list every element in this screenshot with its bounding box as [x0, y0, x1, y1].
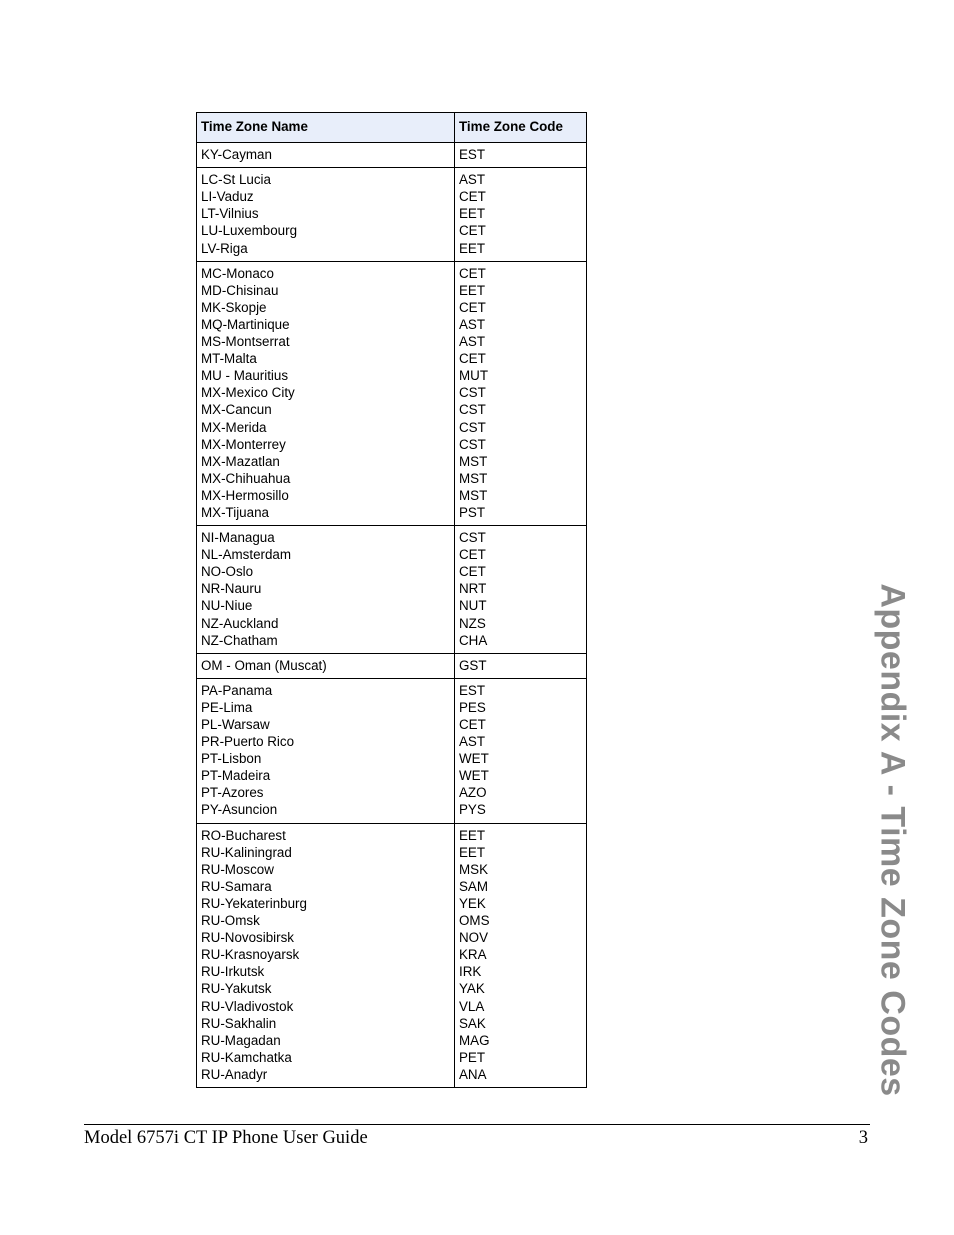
time-zone-code: EST — [459, 682, 486, 698]
time-zone-name: LU-Luxembourg — [201, 223, 298, 239]
time-zone-code-cell — [455, 261, 587, 525]
time-zone-name: MD-Chisinau — [201, 282, 279, 298]
table-row — [197, 653, 587, 678]
time-zone-name: MT-Malta — [201, 351, 257, 367]
time-zone-name: RU-Irkutsk — [201, 964, 265, 980]
time-zone-code: PST — [459, 504, 486, 520]
time-zone-name: PR-Puerto Rico — [201, 734, 295, 750]
time-zone-code: GST — [459, 657, 487, 673]
time-zone-name: RU-Moscow — [201, 861, 274, 877]
time-zone-name: NZ-Auckland — [201, 615, 279, 631]
time-zone-name: NI-Managua — [201, 530, 275, 546]
time-zone-name: PT-Lisbon — [201, 751, 262, 767]
time-zone-name: RU-Yekaterinburg — [201, 895, 307, 911]
time-zone-code: CET — [459, 189, 486, 205]
time-zone-name: MU - Mauritius — [201, 368, 289, 384]
time-zone-name: RU-Krasnoyarsk — [201, 947, 300, 963]
time-zone-code: CST — [459, 402, 486, 418]
time-zone-code: EET — [459, 827, 486, 843]
time-zone-name: RU-Kamchatka — [201, 1049, 292, 1065]
time-zone-code: WET — [459, 751, 489, 767]
time-zone-name: MX-Monterrey — [201, 436, 286, 452]
time-zone-code: EET — [459, 240, 486, 256]
time-zone-code: MST — [459, 453, 488, 469]
time-zone-code: CET — [459, 717, 486, 732]
time-zone-code: ANA — [459, 1066, 487, 1082]
time-zone-name: MC-Monaco — [201, 265, 274, 281]
time-zone-code: NZS — [459, 615, 486, 631]
time-zone-name: RU-Magadan — [201, 1032, 281, 1048]
time-zone-code: CET — [459, 299, 486, 315]
time-zone-code-cell — [455, 678, 587, 823]
time-zone-name: MQ-Martinique — [201, 316, 290, 332]
footer-divider — [84, 1124, 870, 1125]
time-zone-code: CST — [459, 436, 486, 452]
time-zone-name: RU-Kaliningrad — [201, 844, 292, 860]
time-zone-name: NR-Nauru — [201, 581, 262, 597]
time-zone-name: NL-Amsterdam — [201, 547, 292, 563]
table-row — [197, 143, 587, 168]
table-body — [197, 143, 587, 1088]
time-zone-name: PT-Madeira — [201, 768, 271, 784]
time-zone-code: EET — [459, 844, 486, 860]
time-zone-name: NO-Oslo — [201, 564, 254, 580]
time-zone-name: RU-Vladivostok — [201, 998, 294, 1014]
time-zone-code: NRT — [459, 581, 487, 597]
table-header-row — [197, 113, 587, 143]
time-zone-name: RO-Bucharest — [201, 827, 286, 843]
time-zone-code: CHA — [459, 632, 488, 648]
time-zone-name: MX-Merida — [201, 419, 267, 435]
time-zone-name-cell — [197, 678, 455, 823]
time-zone-code: AST — [459, 316, 486, 332]
time-zone-code: YEK — [459, 895, 486, 911]
time-zone-code: PES — [459, 699, 486, 715]
time-zone-code-cell — [455, 823, 587, 1087]
time-zone-name: LC-St Lucia — [201, 172, 271, 188]
time-zone-code-cell — [455, 653, 587, 678]
time-zone-code: CST — [459, 419, 486, 435]
time-zone-code: CET — [459, 223, 486, 239]
time-zone-name-cell — [197, 168, 455, 261]
time-zone-code: EET — [459, 282, 486, 298]
time-zone-name: RU-Sakhalin — [201, 1015, 277, 1031]
time-zone-name: MX-Mazatlan — [201, 453, 280, 469]
table-row — [197, 526, 587, 654]
time-zone-name: RU-Yakutsk — [201, 981, 272, 997]
time-zone-code: NOV — [459, 930, 489, 946]
time-zone-code: CST — [459, 530, 486, 546]
time-zone-code: MAG — [459, 1032, 490, 1048]
time-zone-code: MST — [459, 487, 488, 503]
table-row — [197, 168, 587, 261]
header-time-zone-name: Time Zone Name — [197, 113, 455, 143]
time-zone-name-cell — [197, 261, 455, 525]
time-zone-code: VLA — [459, 998, 485, 1014]
time-zone-code-cell — [455, 143, 587, 168]
time-zone-code: PYS — [459, 802, 486, 818]
time-zone-name: MS-Montserrat — [201, 334, 290, 350]
time-zone-code: MSK — [459, 861, 489, 877]
time-zone-table — [196, 112, 587, 1088]
time-zone-name: MX-Hermosillo — [201, 487, 289, 503]
time-zone-code: MST — [459, 470, 488, 486]
time-zone-code: AST — [459, 734, 486, 750]
time-zone-name-cell — [197, 823, 455, 1087]
time-zone-code: CET — [459, 351, 486, 367]
time-zone-name: PA-Panama — [201, 682, 273, 698]
time-zone-name-cell — [197, 653, 455, 678]
time-zone-name: LV-Riga — [201, 240, 248, 256]
time-zone-name: RU-Anadyr — [201, 1066, 268, 1082]
footer-document-title: Model 6757i CT IP Phone User Guide — [84, 1128, 368, 1148]
time-zone-code: YAK — [459, 981, 485, 997]
time-zone-code-cell — [455, 526, 587, 654]
time-zone-code: SAK — [459, 1015, 486, 1031]
time-zone-name: MX-Mexico City — [201, 385, 295, 401]
time-zone-name: MK-Skopje — [201, 299, 267, 315]
time-zone-name: KY-Cayman — [201, 147, 272, 163]
time-zone-code: PET — [459, 1049, 486, 1065]
time-zone-code: EET — [459, 206, 486, 222]
time-zone-code: WET — [459, 768, 489, 784]
time-zone-code: MUT — [459, 368, 489, 384]
time-zone-code: AST — [459, 334, 486, 350]
time-zone-code: EST — [459, 147, 486, 163]
time-zone-code: AST — [459, 172, 486, 188]
time-zone-code: AZO — [459, 785, 487, 801]
time-zone-name: RU-Novosibirsk — [201, 930, 295, 946]
time-zone-code: SAM — [459, 878, 489, 894]
time-zone-name: PY-Asuncion — [201, 802, 278, 818]
time-zone-name: RU-Omsk — [201, 913, 260, 929]
time-zone-name-cell — [197, 526, 455, 654]
time-zone-name: PL-Warsaw — [201, 717, 270, 732]
time-zone-name: LT-Vilnius — [201, 206, 259, 222]
time-zone-name: NZ-Chatham — [201, 632, 278, 648]
time-zone-name: MX-Chihuahua — [201, 470, 291, 486]
time-zone-code: CET — [459, 265, 486, 281]
time-zone-name: NU-Niue — [201, 598, 253, 614]
time-zone-code: CET — [459, 564, 486, 580]
table-row — [197, 261, 587, 525]
time-zone-code: CST — [459, 385, 486, 401]
time-zone-name: PE-Lima — [201, 699, 253, 715]
section-side-title: Appendix A - Time Zone Codes — [873, 583, 912, 1097]
time-zone-code: OMS — [459, 913, 490, 929]
time-zone-code-cell — [455, 168, 587, 261]
table-row — [197, 823, 587, 1087]
footer-page-number: 3 — [858, 1128, 868, 1148]
time-zone-name: MX-Cancun — [201, 402, 272, 418]
time-zone-code: CET — [459, 547, 486, 563]
time-zone-code: KRA — [459, 947, 487, 963]
time-zone-name: PT-Azores — [201, 785, 264, 801]
time-zone-code: NUT — [459, 598, 487, 614]
time-zone-name-cell — [197, 143, 455, 168]
time-zone-name: LI-Vaduz — [201, 189, 254, 205]
table-row — [197, 678, 587, 823]
time-zone-code: IRK — [459, 964, 482, 980]
time-zone-name: RU-Samara — [201, 878, 272, 894]
time-zone-name: OM - Oman (Muscat) — [201, 657, 327, 673]
header-time-zone-code: Time Zone Code — [455, 113, 587, 143]
time-zone-name: MX-Tijuana — [201, 504, 269, 520]
